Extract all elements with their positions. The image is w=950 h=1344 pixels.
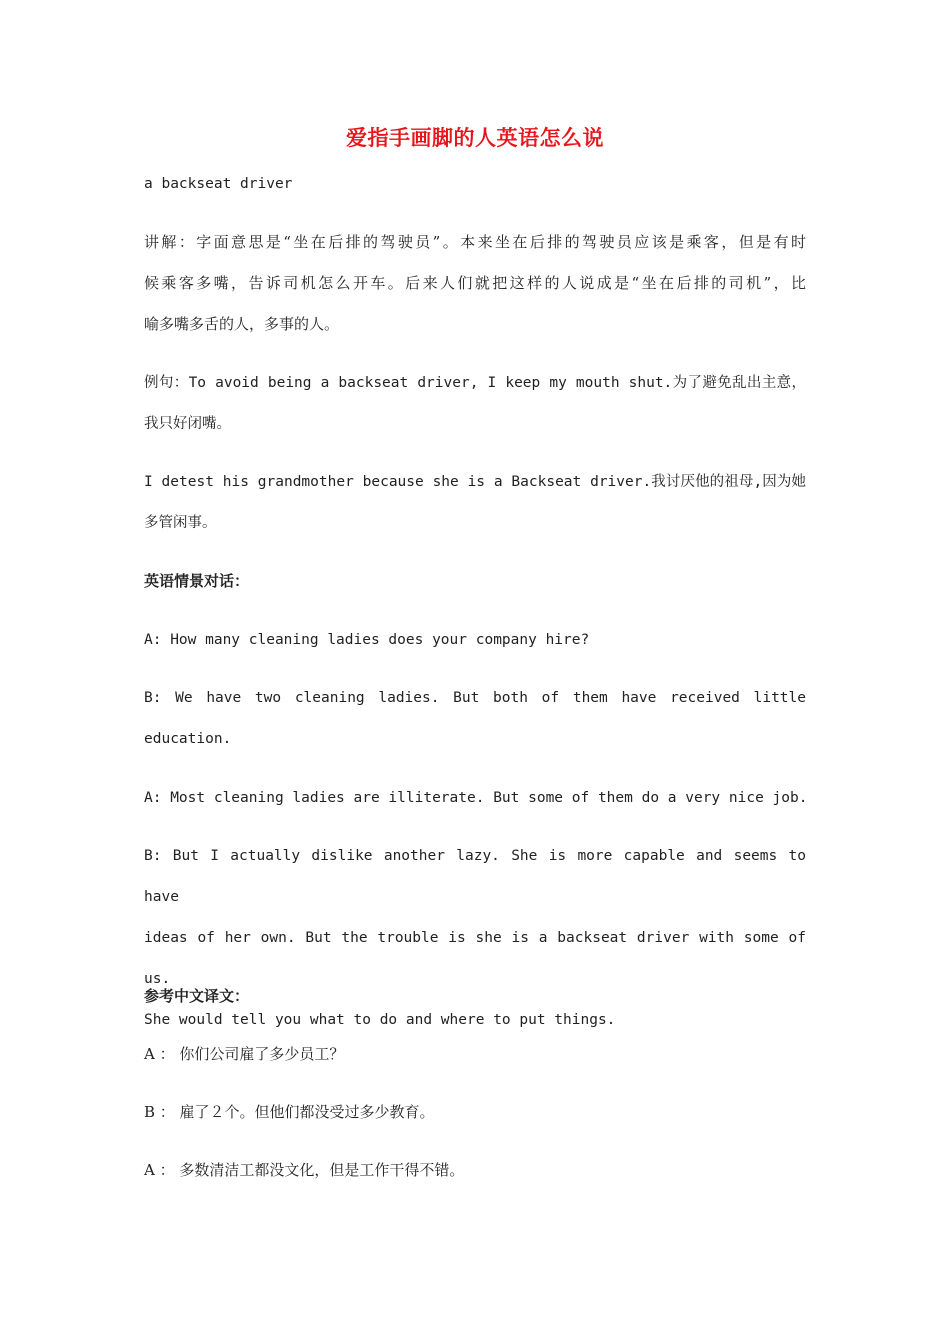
example-2-line-1: I detest his grandmother because she is a Backseat driver.我讨厌他的祖母,因为她 (144, 474, 806, 490)
dialogue-line-a1 (144, 620, 806, 661)
example-1-line-2: 我只好闭嘴。 (144, 416, 231, 432)
translation-b1-text: B ： 雇了２个。但他们都没受过多少教育。 (144, 1103, 435, 1121)
phrase-heading (144, 164, 806, 205)
dialogue-b2-line-2: ideas of her own. But the trouble is she is a backseat driver with some of us. (144, 930, 806, 987)
translation-heading-text: 参考中文译文： (144, 987, 250, 1005)
explanation-line-3: 喻多嘴多舌的人，多事的人。 (144, 315, 340, 333)
dialogue-line-b1 (144, 678, 806, 760)
translation-heading (144, 976, 806, 1017)
translation-line-a1 (144, 1034, 806, 1075)
dialogue-line-a2 (144, 778, 806, 819)
dialogue-b1-line-1: B: We have two cleaning ladies. But both of them have received little (144, 690, 806, 706)
translation-line-b1 (144, 1092, 806, 1133)
example-1-line-1: 例句：To avoid being a backseat driver, I keep my mouth shut.为了避免乱出主意， (144, 375, 806, 391)
dialogue-a2-text: A: Most cleaning ladies are illiterate. But some of them do a very nice job. (144, 790, 808, 806)
dialogue-b2-line-1: B: But I actually dislike another lazy. She is more capable and seems to have (144, 848, 806, 905)
dialogue-heading-text: 英语情景对话： (144, 572, 250, 590)
translation-a1-text: A ： 你们公司雇了多少员工？ (144, 1045, 345, 1063)
explanation-paragraph (144, 222, 806, 345)
example-sentence-2 (144, 462, 806, 544)
translation-line-a2 (144, 1150, 806, 1191)
example-sentence-1 (144, 363, 806, 445)
dialogue-heading (144, 561, 806, 602)
example-2-line-2: 多管闲事。 (144, 515, 217, 531)
document-title: 爱指手画脚的人英语怎么说 (346, 126, 604, 150)
explanation-line-1: 讲解：字面意思是“坐在后排的驾驶员”。本来坐在后排的驾驶员应该是乘客，但是有时 (144, 233, 806, 251)
phrase-text: a backseat driver (144, 176, 293, 192)
translation-a2-text: A ： 多数清洁工都没文化，但是工作干得不错。 (144, 1161, 465, 1179)
dialogue-b2-line-3: She would tell you what to do and where to put things. (144, 1012, 616, 1028)
explanation-line-2: 候乘客多嘴，告诉司机怎么开车。后来人们就把这样的人说成是“坐在后排的司机”，比 (144, 274, 806, 292)
dialogue-b1-line-2: education. (144, 731, 232, 747)
dialogue-a1-text: A: How many cleaning ladies does your company hire? (144, 632, 590, 648)
